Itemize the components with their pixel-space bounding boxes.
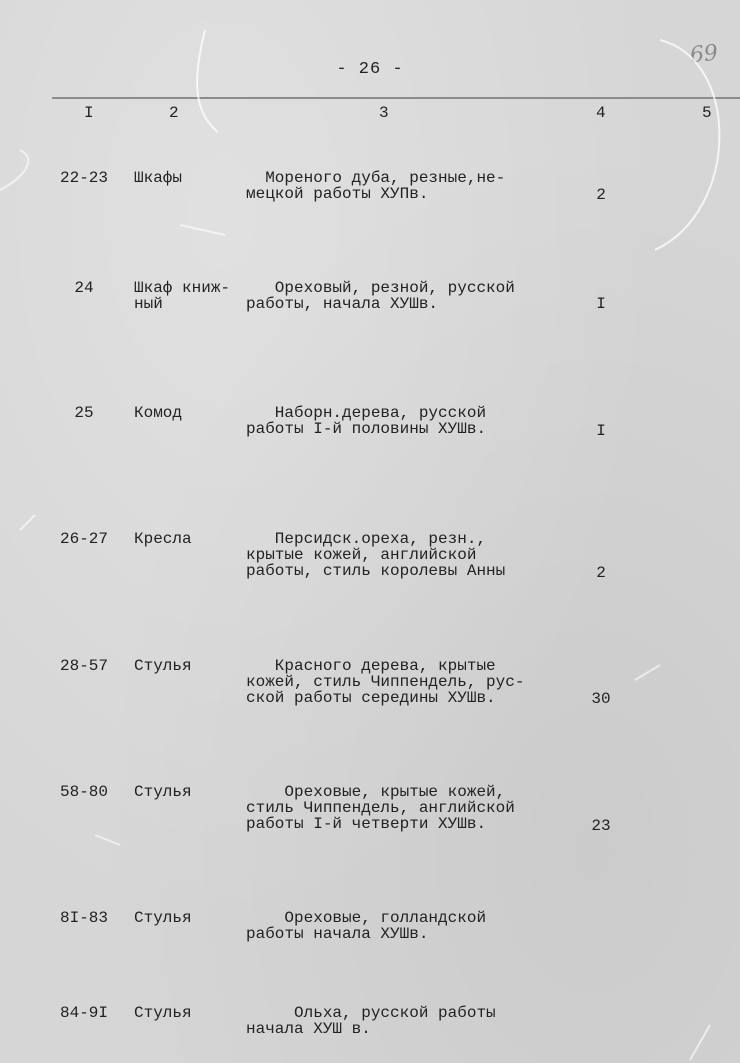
item-quantity: 2 xyxy=(596,186,606,204)
item-description: Мореного дуба, резные,не- мецкой работы ХУПв. xyxy=(246,169,506,203)
item-description: Ореховые, голландской работы начала ХУШв. xyxy=(246,909,487,943)
item-quantity: 23 xyxy=(591,817,611,835)
item-name: Стулья xyxy=(134,657,192,675)
item-quantity: I xyxy=(596,295,606,313)
item-number: 25 xyxy=(74,404,94,422)
column-header-4: 4 xyxy=(596,104,606,122)
scratch-mark xyxy=(690,1025,710,1060)
column-header-3: 3 xyxy=(379,104,389,122)
item-name: Шкафы xyxy=(134,169,183,187)
item-description: Персидск.ореха, резн., крытые кожей, английской работы, стиль королевы Анны xyxy=(246,530,506,580)
scratch-mark xyxy=(635,665,660,680)
item-quantity: 30 xyxy=(591,690,611,708)
item-name: Стулья xyxy=(134,1004,192,1022)
item-description: Наборн.дерева, русской работы I-й половины ХУШв. xyxy=(246,404,487,438)
item-description: Ольха, русской работы начала ХУШ в. xyxy=(246,1004,496,1038)
column-header-5: 5 xyxy=(702,104,712,122)
item-number: 8I-83 xyxy=(59,909,108,927)
item-number: 22-23 xyxy=(59,169,108,187)
item-quantity: 2 xyxy=(596,564,606,582)
item-number: 58-80 xyxy=(59,783,108,801)
item-name: Стулья xyxy=(134,783,192,801)
scratch-mark xyxy=(180,225,225,235)
item-description: Ореховые, крытые кожей, стиль Чиппендель, английской работы I-й четверти ХУШв. xyxy=(246,783,515,833)
scratch-mark xyxy=(197,30,218,132)
item-number: 26-27 xyxy=(59,530,108,548)
column-header-1: I xyxy=(84,104,94,122)
item-description: Красного дерева, крытые кожей, стиль Чиппендель, рус- ской работы середины ХУШв. xyxy=(246,657,525,707)
page-number: - 26 - xyxy=(336,60,404,79)
item-number: 28-57 xyxy=(59,657,108,675)
item-description: Ореховый, резной, русской работы, начала ХУШв. xyxy=(246,279,515,313)
column-header-2: 2 xyxy=(169,104,179,122)
item-quantity: I xyxy=(596,422,606,440)
item-number: 24 xyxy=(74,279,94,297)
archive-number: 69 xyxy=(688,40,720,69)
item-name: Кресла xyxy=(134,530,192,548)
item-number: 84-9I xyxy=(59,1004,108,1022)
scratch-mark xyxy=(20,515,35,530)
header-rule xyxy=(52,97,740,99)
scratch-mark xyxy=(0,150,28,190)
item-name: Шкаф книж- ный xyxy=(134,279,231,313)
scratch-mark xyxy=(95,835,120,845)
item-name: Комод xyxy=(134,404,183,422)
item-name: Стулья xyxy=(134,909,192,927)
